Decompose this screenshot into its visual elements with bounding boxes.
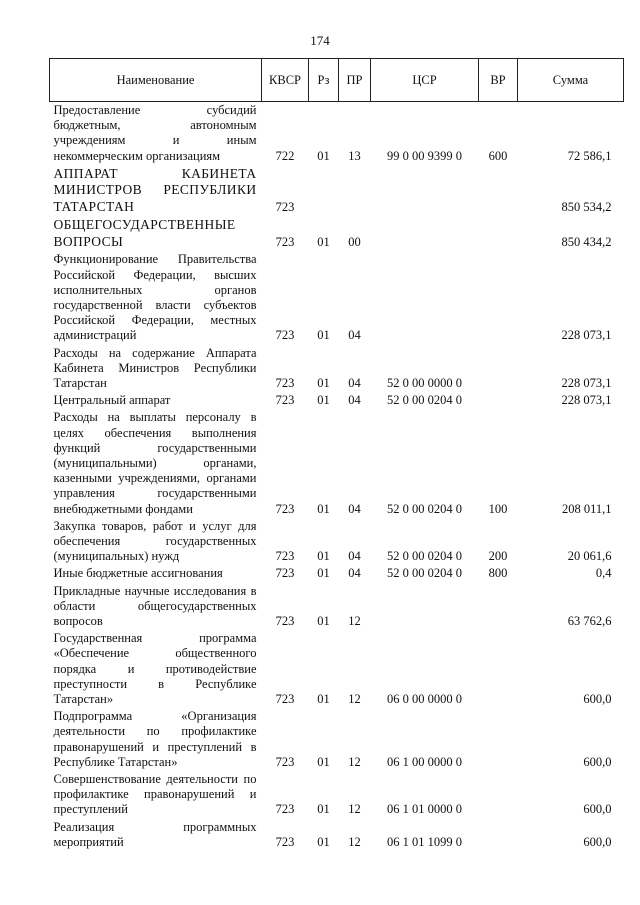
table-row (50, 410, 624, 518)
row-sum: 208 011,1 (561, 501, 612, 516)
row-pr: 04 (348, 328, 361, 343)
page-number: 174 (310, 33, 330, 48)
header-rz: Рз (309, 59, 339, 102)
row-rz: 01 (317, 501, 330, 516)
row-pr: 12 (348, 834, 361, 849)
table-header-row (50, 59, 624, 102)
row-vr (479, 393, 518, 410)
row-csr: 06 1 00 0000 0 (387, 754, 462, 769)
row-kvsr: 723 (275, 235, 295, 250)
row-pr: 13 (348, 148, 361, 163)
row-rz: 01 (317, 235, 330, 250)
header-pr: ПР (339, 59, 371, 102)
row-rz: 01 (317, 375, 330, 390)
row-csr (371, 217, 479, 252)
table-row (50, 631, 624, 709)
row-vr (479, 346, 518, 394)
row-sum: 228 073,1 (561, 328, 612, 343)
row-rz: 01 (317, 754, 330, 769)
row-csr (371, 252, 479, 345)
row-kvsr: 723 (275, 393, 295, 408)
row-csr (371, 584, 479, 632)
table-body (50, 102, 624, 853)
row-sum: 20 061,6 (567, 549, 612, 564)
row-name: Подпрограмма «Организация деятельности по профилактике правонарушений и преступлений в Республике Татарстан» (53, 709, 257, 769)
row-csr: 99 0 00 9399 0 (387, 148, 462, 163)
row-sum: 228 073,1 (561, 393, 612, 408)
row-name: Функционирование Правительства Российской Федерации, высших исполнительных органов государственной власти субъектов Российской Федерации, местных администраций (53, 252, 257, 343)
row-kvsr: 723 (275, 200, 295, 215)
row-name: Закупка товаров, работ и услуг для обеспечения государственных (муниципальных) нужд (53, 518, 257, 564)
row-sum: 850 534,2 (561, 200, 612, 215)
row-sum: 63 762,6 (567, 613, 612, 628)
row-vr (479, 166, 518, 218)
row-name: Предоставление субсидий бюджетным, автономным учреждениям и иным некоммерческим организациям (53, 103, 257, 163)
row-kvsr: 723 (275, 328, 295, 343)
row-vr (479, 709, 518, 772)
row-kvsr: 723 (275, 834, 295, 849)
row-csr: 52 0 00 0204 0 (387, 549, 462, 564)
table-row (50, 519, 624, 567)
budget-table (49, 58, 624, 852)
row-csr: 52 0 00 0000 0 (387, 375, 462, 390)
row-sum: 0,4 (595, 566, 612, 581)
row-name: Центральный аппарат (53, 393, 171, 408)
row-rz: 01 (317, 328, 330, 343)
row-vr: 100 (488, 501, 508, 516)
row-sum: 600,0 (583, 834, 612, 849)
row-pr: 04 (348, 566, 361, 581)
row-vr (479, 217, 518, 252)
row-rz (309, 166, 339, 218)
row-sum: 600,0 (583, 802, 612, 817)
row-kvsr: 723 (275, 375, 295, 390)
header-vr: ВР (479, 59, 518, 102)
row-pr: 12 (348, 802, 361, 817)
row-csr: 52 0 00 0204 0 (387, 566, 462, 581)
row-pr: 12 (348, 613, 361, 628)
row-sum: 600,0 (583, 692, 612, 706)
row-vr (479, 631, 518, 709)
row-kvsr: 723 (275, 754, 295, 769)
row-csr: 06 1 01 0000 0 (387, 802, 462, 817)
row-sum: 72 586,1 (567, 148, 612, 163)
row-vr (479, 252, 518, 345)
row-vr (479, 584, 518, 632)
header-kvsr: КВСР (262, 59, 309, 102)
table-row (50, 166, 624, 218)
table-row (50, 346, 624, 394)
row-rz: 01 (317, 393, 330, 408)
row-vr: 800 (488, 566, 508, 581)
row-csr: 52 0 00 0204 0 (387, 393, 462, 408)
row-name: Прикладные научные исследования в области общегосударственных вопросов (53, 583, 257, 628)
row-kvsr: 723 (275, 613, 295, 628)
row-vr (479, 772, 518, 820)
table-row (50, 566, 624, 583)
table-row (50, 820, 624, 852)
row-rz: 01 (317, 148, 330, 163)
row-name: Реализация программных мероприятий (53, 819, 257, 849)
row-kvsr: 723 (275, 501, 295, 516)
row-pr: 04 (348, 393, 361, 408)
header-sum: Сумма (518, 59, 624, 102)
row-name: АППАРАТ КАБИНЕТА МИНИСТРОВ РЕСПУБЛИКИ ТАТАРСТАН (53, 165, 257, 214)
row-name: Совершенствование деятельности по профилактике правонарушений и преступлений (53, 772, 257, 817)
row-sum: 850 434,2 (561, 235, 612, 250)
row-pr: 00 (348, 235, 361, 250)
row-vr: 200 (488, 549, 508, 564)
table-row (50, 584, 624, 632)
row-kvsr: 723 (275, 549, 295, 564)
row-rz: 01 (317, 613, 330, 628)
table-row (50, 217, 624, 252)
table-row (50, 772, 624, 820)
row-name: Расходы на выплаты персоналу в целях обеспечения выполнения функций государственными (муниципальными) органами, казенными учреждениями, органами управления государственными внебюджетными фондами (53, 410, 257, 516)
row-pr: 04 (348, 375, 361, 390)
row-kvsr: 723 (275, 566, 295, 581)
row-sum: 228 073,1 (561, 375, 612, 390)
row-name: ОБЩЕГОСУДАРСТВЕННЫЕ ВОПРОСЫ (53, 217, 236, 249)
row-rz: 01 (317, 802, 330, 817)
row-pr: 04 (348, 549, 361, 564)
table-row (50, 709, 624, 772)
table-row (50, 252, 624, 345)
row-csr (371, 166, 479, 218)
row-pr: 04 (348, 501, 361, 516)
row-vr: 600 (488, 148, 508, 163)
row-kvsr: 723 (275, 802, 295, 817)
row-name: Иные бюджетные ассигнования (53, 566, 223, 581)
row-vr (479, 820, 518, 852)
header-name: Наименование (50, 59, 262, 102)
table-row (50, 102, 624, 166)
row-csr: 06 0 00 0000 0 (387, 692, 462, 706)
header-csr: ЦСР (371, 59, 479, 102)
row-kvsr: 723 (275, 692, 295, 706)
row-csr: 06 1 01 1099 0 (387, 834, 462, 849)
row-rz: 01 (317, 834, 330, 849)
row-name: Расходы на содержание Аппарата Кабинета Министров Республики Татарстан (53, 345, 257, 390)
row-pr (339, 166, 371, 218)
row-csr: 52 0 00 0204 0 (387, 501, 462, 516)
row-rz: 01 (317, 549, 330, 564)
row-kvsr: 722 (275, 148, 295, 163)
row-pr: 12 (348, 754, 361, 769)
row-name: Государственная программа «Обеспечение общественного порядка и противодействие преступности в Республике Татарстан» (53, 631, 257, 706)
row-rz: 01 (317, 692, 330, 706)
table-row (50, 393, 624, 410)
row-pr: 12 (348, 692, 361, 706)
row-sum: 600,0 (583, 754, 612, 769)
row-rz: 01 (317, 566, 330, 581)
